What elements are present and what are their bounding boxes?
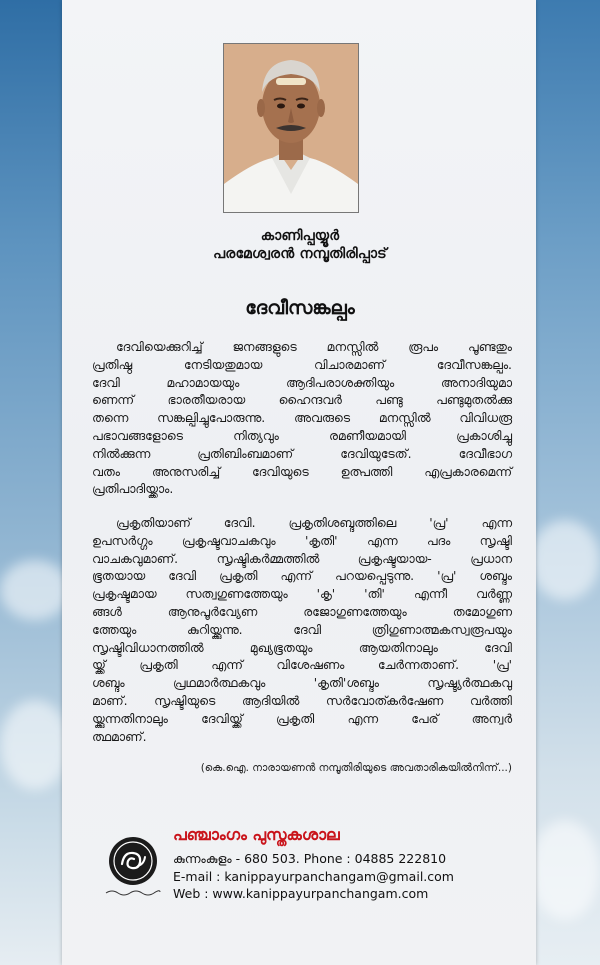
text-line: പ്രകൃതിയാണ് ദേവി. പ്രകൃതിശബ്ദത്തിലെ 'പ്ര' എന്ന	[116, 515, 512, 530]
text-line: വാചകവുമാണ്. സൃഷ്ടികർമ്മത്തിൽ പ്രകൃഷ്ടയായ- പ്രധാന	[92, 550, 512, 566]
publisher-name: പഞ്ചാംഗം പുസ്തകശാല	[173, 825, 340, 844]
citation: (കെ.ഐ. നാരായണൻ നമ്പൂതിരിയുടെ അവതാരികയിൽനിന്ന്...)	[200, 762, 512, 774]
panchangam-logo-icon	[108, 836, 158, 886]
text-line: ദേവിയെക്കുറിച്ച് ജനങ്ങളുടെ മനസ്സിൽ രൂപം പൂണ്ടതും	[116, 339, 512, 354]
text-line: ണെന്ന് ഭാരതീയരായ ഹൈന്ദവർ പണ്ടു പണ്ടുമുതൽക്കു	[92, 392, 512, 408]
text-line: യ്ക്ക് പ്രകൃതി എന്ന് വിശേഷണം ചേർന്നതാണ്. 'പ്ര'	[92, 657, 512, 673]
paragraph-1	[92, 338, 512, 498]
text-line: യ്ക്കുന്നതിനാലും ദേവിയ്ക്ക് പ്രകൃതി എന്ന പേര് അന്വർ	[92, 710, 512, 726]
publisher-address-phone: കുന്നംകുളം - 680 503. Phone : 04885 222810	[173, 851, 447, 866]
publisher-web: Web : www.kanippayurpanchangam.com	[173, 886, 429, 901]
text-line: നിൽക്കുന്ന പ്രതിബിംബമാണ് ദേവിയുടേത്. ദേവീഭാഗ	[92, 445, 512, 461]
text-line: ശബ്ദം പ്രഥമാർത്ഥകവും 'കൃതി'ശബ്ദം സൃഷ്ട്യർത്ഥകവു	[92, 675, 512, 691]
cloud	[0, 700, 70, 790]
author-photo	[223, 43, 359, 213]
book-title: ദേവീസങ്കല്പം	[245, 297, 355, 319]
text-line: പഭാവങ്ങളോടെ നിത്യവും രമണീയമായി പ്രകാശിച്ചു	[92, 427, 512, 443]
text-line: തന്നെ സങ്കല്പിച്ചുപോരുന്നു. അവരുടെ മനസ്സിൽ വിവിധരൂ	[92, 410, 512, 426]
text-line: ത്ഥമാണ്.	[92, 728, 147, 744]
author-name-line1: കാണിപ്പയ്യൂർ	[260, 228, 340, 244]
paragraph-2	[92, 514, 512, 745]
text-line: സൃഷ്ടിവിധാനത്തിൽ മുഖ്യഭൂതയും ആയതിനാലും ദേവി	[92, 639, 512, 655]
text-line: ദേവി മഹാമായയും ആദിപരാശക്തിയും അനാദിയുമാ	[92, 374, 512, 390]
cloud	[530, 820, 600, 920]
text-line: പ്രകൃഷ്ടമായ സത്വഗുണത്തേയും 'കൃ' 'തി' എന്നീ വർണ്ണ	[92, 586, 512, 602]
publisher-email: E-mail : kanippayurpanchangam@gmail.com	[173, 869, 454, 884]
text-line: പ്രതിപാദിയ്ക്കാം.	[92, 481, 174, 497]
text-line: മാണ്. സൃഷ്ടിയുടെ ആദിയിൽ സർവോത്കർഷേണ വർത്തി	[92, 692, 512, 708]
logo-caption-art	[104, 888, 162, 898]
author-name-line2: പരമേശ്വരൻ നമ്പൂതിരിപ്പാട്	[213, 246, 387, 262]
text-line: ഭൂതയായ ദേവി പ്രകൃതി എന്ന് പറയപ്പെടുന്നു. 'പ്ര' ശബ്ദം	[92, 568, 512, 584]
sky-background-left	[0, 0, 66, 965]
text-line: ഉപസർഗ്ഗം പ്രകൃഷ്ടവാചകവും 'കൃതി' എന്ന പദം സൃഷ്ടി	[92, 532, 512, 548]
text-line: ങ്ങൾ ആനുപൂർവ്യേണ രജോഗുണത്തേയും തമോഗുണ	[92, 603, 512, 619]
text-line: ത്തേയും കുറിയ്ക്കുന്നു. ദേവി ത്രിഗുണാത്മകസ്വരൂപയും	[92, 621, 512, 637]
text-line: പ്രതിഷ്ഠ നേടിയതുമായ വിചാരമാണ് ദേവീസങ്കല്പം.	[92, 356, 512, 372]
cloud	[530, 520, 600, 600]
cloud	[0, 560, 70, 620]
text-line: വതം അനുസരിച്ച് ദേവിയുടെ ഉത്പത്തി എപ്രകാരമെന്ന്	[92, 463, 512, 479]
